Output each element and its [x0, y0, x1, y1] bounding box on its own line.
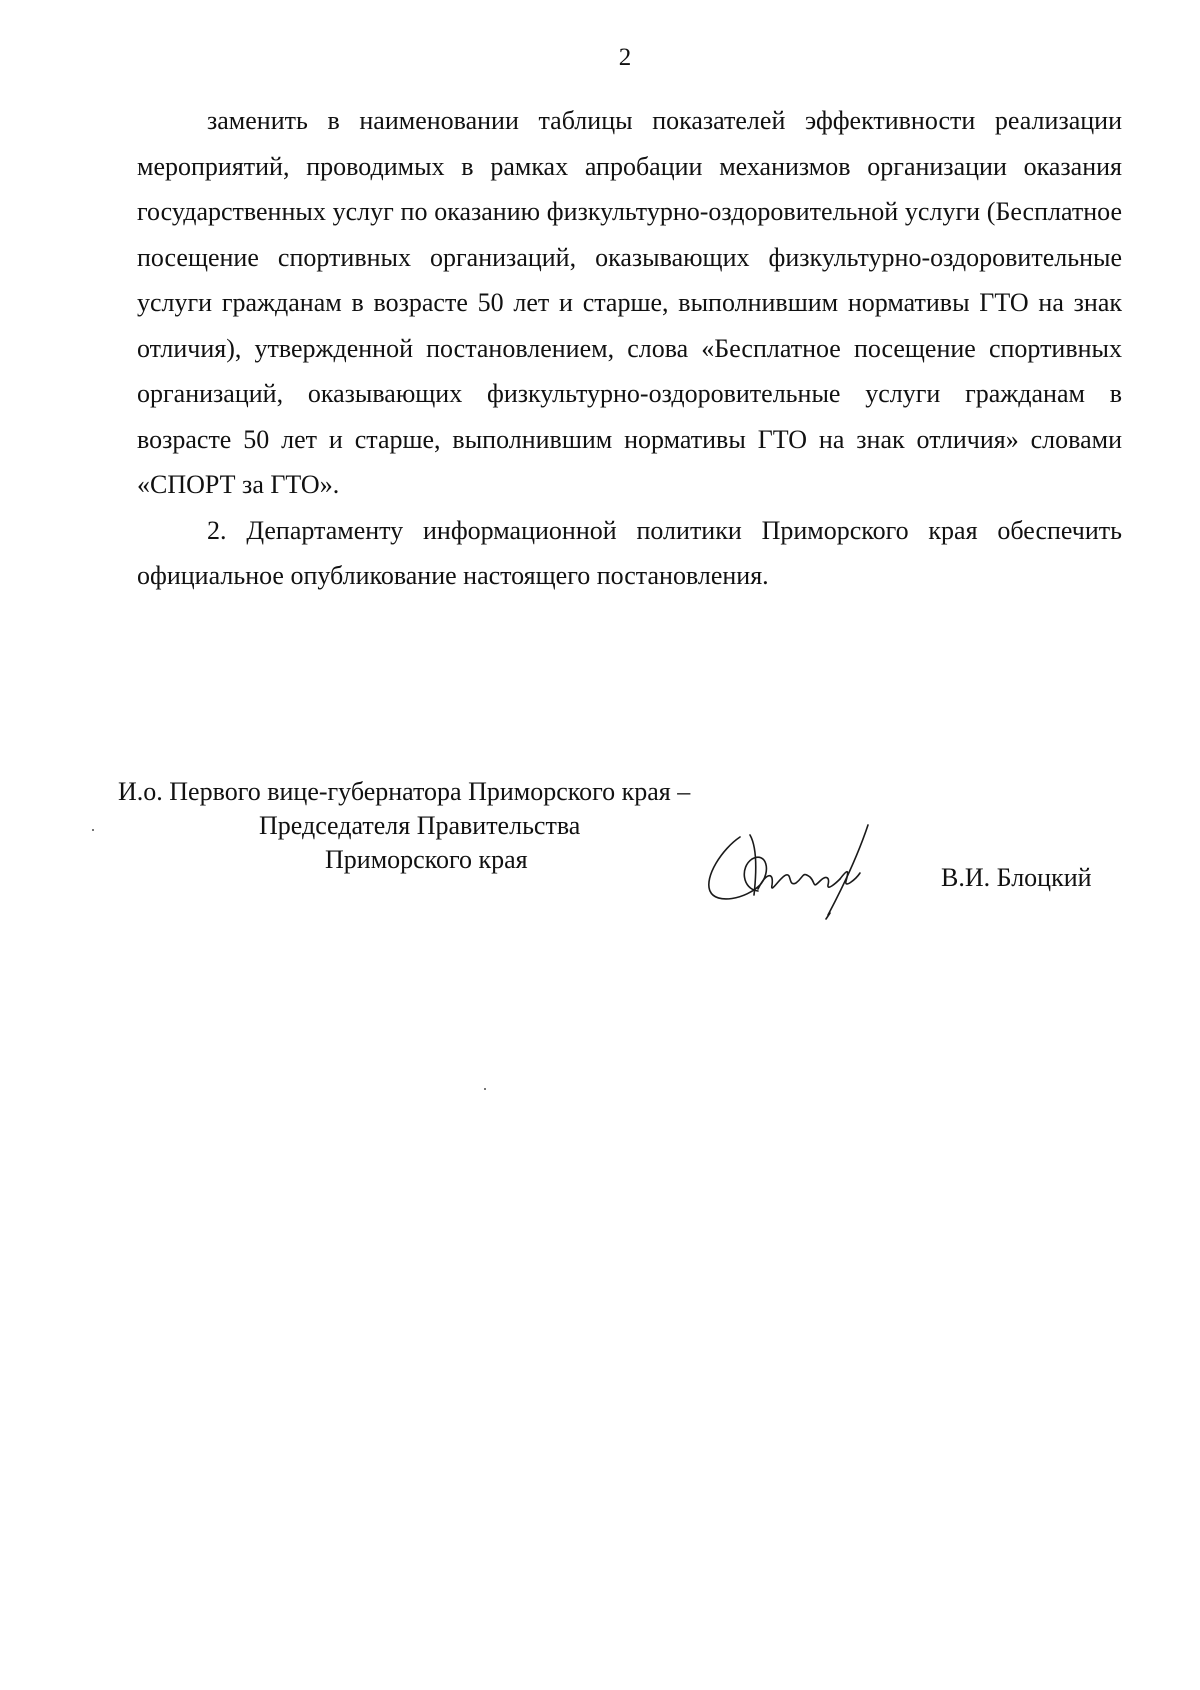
- page-number: 2: [618, 44, 632, 71]
- scan-artifact: [92, 829, 94, 831]
- scan-artifact: [484, 1088, 486, 1090]
- paragraph-amendment: заменить в наименовании таблицы показателей эффективности реализации мероприятий, проводимых в рамках апробации механизмов организации оказания государственных услуг по оказанию физкультурно-оздоровительной услуги (Бесплатное посещение спортивных организаций, оказывающих физкультурно-оздоровительные услуги гражданам в возрасте 50 лет и старше, выполнившим нормативы ГТО на знак отличия), утвержденной постановлением, слова «Бесплатное посещение спортивных организаций, оказывающих физкультурно-оздоровительные услуги гражданам в возрасте 50 лет и старше, выполнившим нормативы ГТО на знак отличия» словами «СПОРТ за ГТО».: [137, 106, 1122, 499]
- paragraph-publication: 2. Департаменту информационной политики Приморского края обеспечить официальное опубликование настоящего постановления.: [137, 515, 1122, 590]
- handwritten-signature-icon: [700, 815, 900, 920]
- signatory-title-line-1: И.о. Первого вице-губернатора Приморского края –: [118, 777, 691, 806]
- signatory-title-line-2: Председателя Правительства: [259, 811, 581, 840]
- document-body: [137, 98, 1122, 599]
- signatory-title: [118, 775, 768, 877]
- signer-name: В.И. Блоцкий: [941, 863, 1092, 892]
- signatory-title-line-3: Приморского края: [325, 845, 528, 874]
